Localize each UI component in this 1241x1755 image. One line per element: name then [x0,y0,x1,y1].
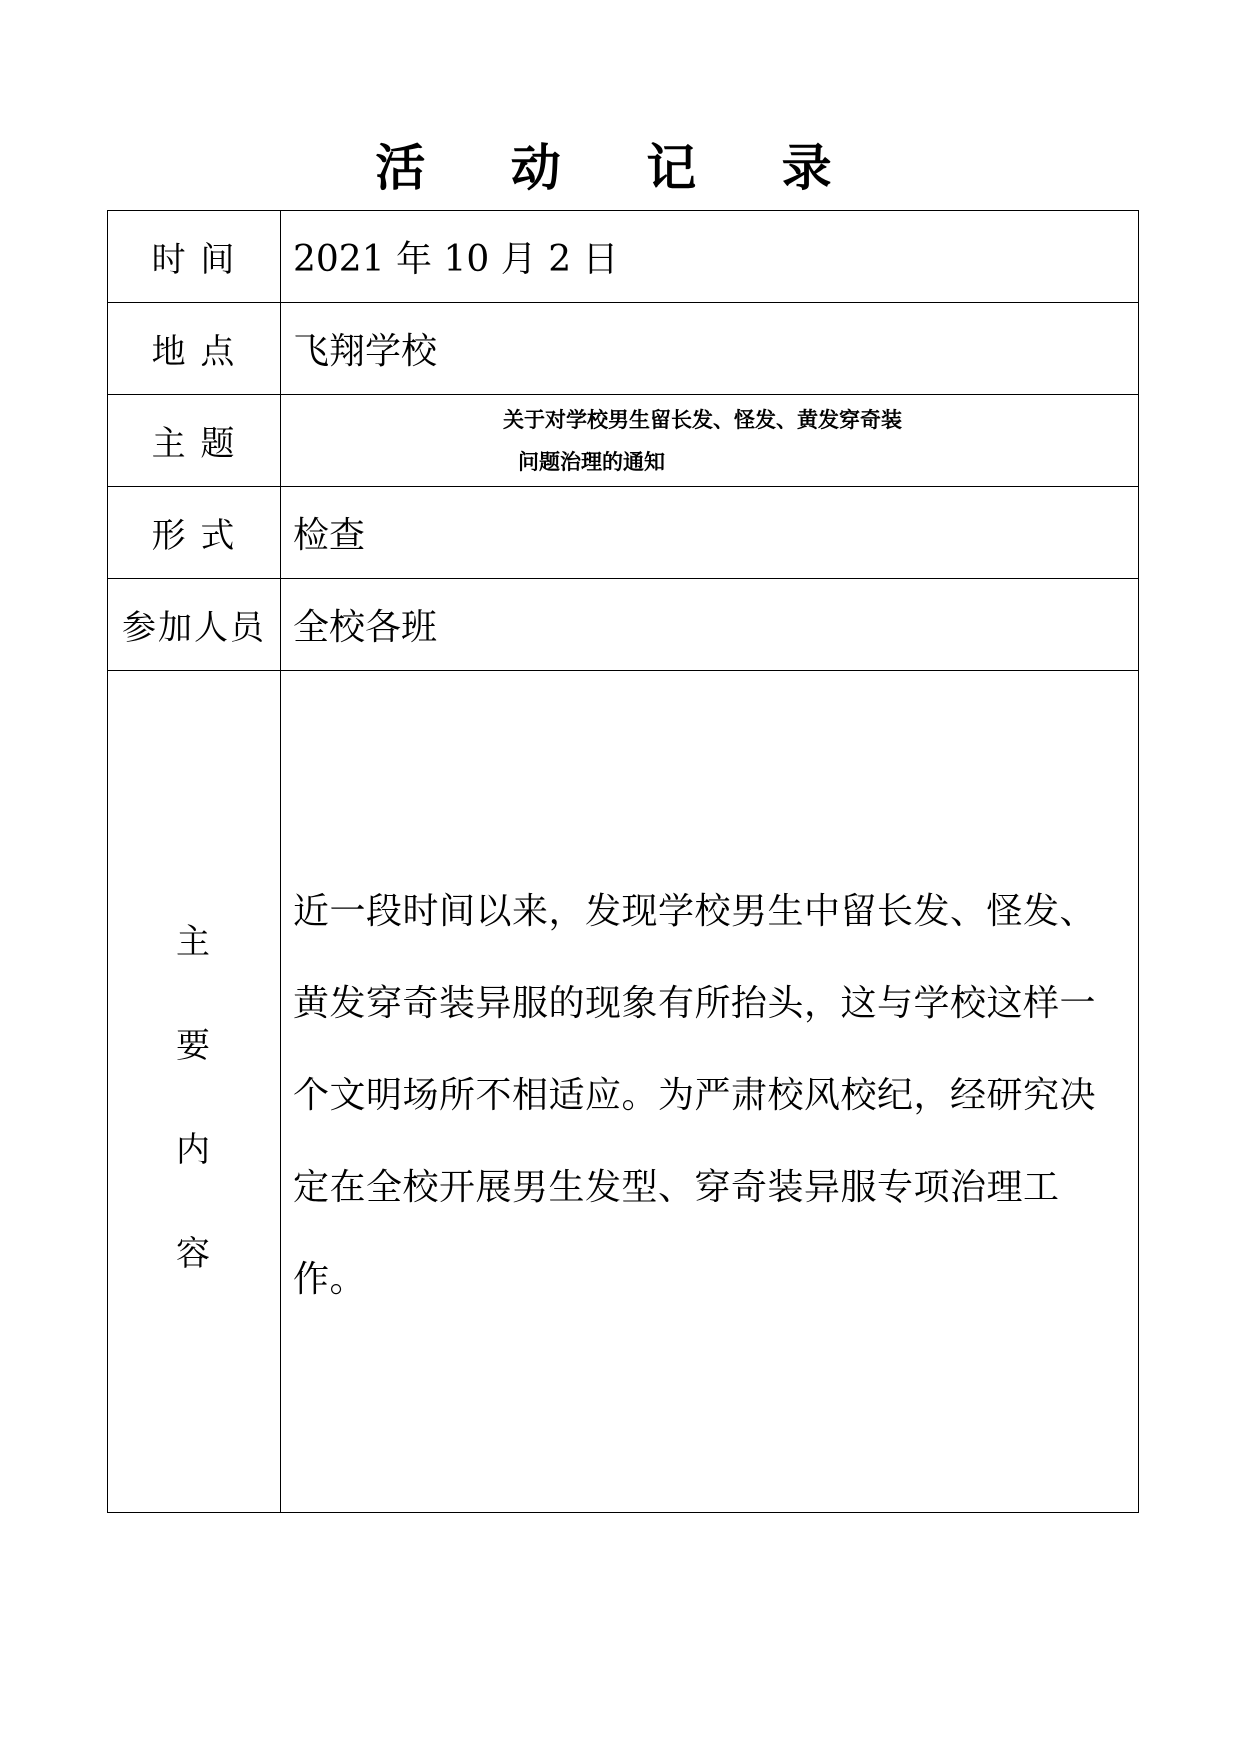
page-title: 活 动 记 录 [375,138,866,197]
participants-value: 全校各班 [281,579,1139,671]
topic-line-2: 问题治理的通知 [518,448,665,474]
table-row-topic [108,395,1139,487]
time-label: 时 间 [108,211,281,303]
table-row-time [108,211,1139,303]
table-row-place [108,303,1139,395]
content-label-char-3: 内 [176,1129,212,1170]
place-label: 地 点 [108,303,281,395]
topic-line-1: 关于对学校男生留长发、怪发、黄发穿奇装 [503,406,902,432]
participants-label: 参加人员 [108,579,281,671]
activity-record-table [107,210,1139,1513]
time-value: 2021 年 10 月 2 日 [281,211,1139,303]
table-row-content [108,671,1139,1513]
topic-label: 主 题 [108,395,281,487]
place-value: 飞翔学校 [281,303,1139,395]
table-row-form [108,487,1139,579]
content-label-char-1: 主 [176,921,212,962]
content-body: 近一段时间以来，发现学校男生中留长发、怪发、黄发穿奇装异服的现象有所抬头，这与学校这样一个文明场所不相适应。为严肃校风校纪，经研究决定在全校开展男生发型、穿奇装异服专项治理工作。 [281,671,1139,1513]
topic-value [281,395,1139,487]
table-row-participants [108,579,1139,671]
form-value: 检查 [281,487,1139,579]
content-label-char-2: 要 [176,1025,212,1066]
content-label-char-4: 容 [176,1233,212,1274]
content-label [108,671,281,1513]
form-label: 形 式 [108,487,281,579]
